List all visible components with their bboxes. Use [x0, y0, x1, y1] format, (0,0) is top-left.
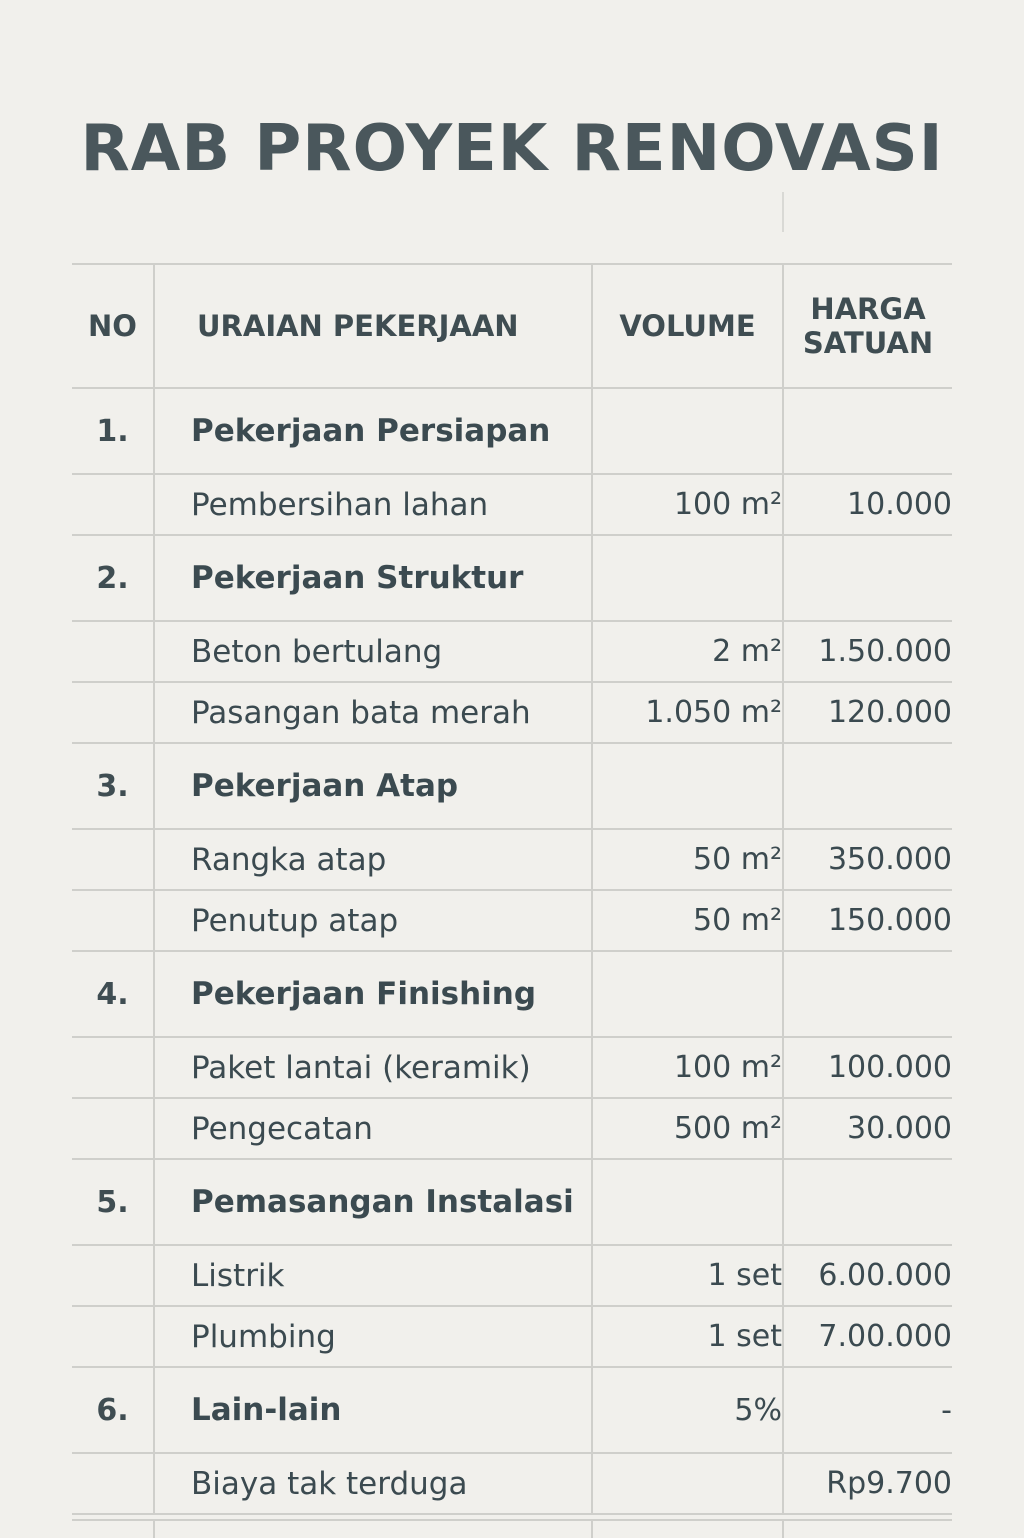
item-row	[72, 1306, 952, 1367]
row-volume	[592, 1453, 783, 1514]
row-volume	[592, 388, 783, 474]
item-row	[72, 890, 952, 951]
section-row	[72, 388, 952, 474]
row-unit-price: 350.000	[783, 829, 952, 890]
header-no: NO	[72, 264, 154, 388]
row-volume: 1 set	[592, 1245, 783, 1306]
row-description: Beton bertulang	[154, 621, 592, 682]
section-row	[72, 743, 952, 829]
item-row	[72, 1245, 952, 1306]
row-number	[72, 890, 154, 951]
section-row	[72, 951, 952, 1037]
section-row	[72, 1159, 952, 1245]
row-description: Pekerjaan Persiapan	[154, 388, 592, 474]
row-description: Pemasangan Instalasi	[154, 1159, 592, 1245]
row-unit-price	[783, 1159, 952, 1245]
row-description: Pekerjaan Struktur	[154, 535, 592, 621]
row-number: 4.	[72, 951, 154, 1037]
header-unit-price-line1: HARGA	[810, 292, 926, 326]
row-unit-price: -	[783, 1367, 952, 1453]
row-number	[72, 682, 154, 743]
row-unit-price: Rp9.700	[783, 1453, 952, 1514]
row-unit-price: 1.50.000	[783, 621, 952, 682]
row-volume	[592, 951, 783, 1037]
item-row	[72, 1037, 952, 1098]
row-number	[72, 1037, 154, 1098]
row-description: Plumbing	[154, 1306, 592, 1367]
row-number	[72, 829, 154, 890]
row-number: 2.	[72, 535, 154, 621]
header-unit-price	[783, 264, 952, 388]
page-title: RAB PROYEK RENOVASI	[80, 112, 944, 186]
row-volume: 1.050 m²	[592, 682, 783, 743]
row-description: Paket lantai (keramik)	[154, 1037, 592, 1098]
item-row	[72, 1453, 952, 1514]
section-row	[72, 535, 952, 621]
row-unit-price	[783, 388, 952, 474]
item-row	[72, 621, 952, 682]
item-row	[72, 474, 952, 535]
row-volume: 50 m²	[592, 829, 783, 890]
row-volume: 5%	[592, 1367, 783, 1453]
row-volume: 50 m²	[592, 890, 783, 951]
row-volume	[592, 535, 783, 621]
row-number	[72, 1306, 154, 1367]
item-row	[72, 829, 952, 890]
header-unit-price-line2: SATUAN	[802, 326, 934, 360]
table-header-row	[72, 264, 952, 388]
row-description: Pembersihan lahan	[154, 474, 592, 535]
row-volume	[592, 743, 783, 829]
row-number	[72, 1245, 154, 1306]
row-unit-price: 7.00.000	[783, 1306, 952, 1367]
row-description: Pengecatan	[154, 1098, 592, 1159]
row-unit-price	[783, 951, 952, 1037]
row-number: 6.	[72, 1367, 154, 1453]
row-volume: 500 m²	[592, 1098, 783, 1159]
row-unit-price: 120.000	[783, 682, 952, 743]
item-row	[72, 682, 952, 743]
row-volume: 1 set	[592, 1306, 783, 1367]
row-volume: 100 m²	[592, 474, 783, 535]
row-unit-price	[783, 535, 952, 621]
row-description: Rangka atap	[154, 829, 592, 890]
row-unit-price: 100.000	[783, 1037, 952, 1098]
row-unit-price	[783, 743, 952, 829]
header-volume: VOLUME	[592, 264, 783, 388]
row-unit-price: 6.00.000	[783, 1245, 952, 1306]
divider-mark	[782, 192, 784, 232]
budget-table	[72, 263, 952, 1515]
row-description: Pasangan bata merah	[154, 682, 592, 743]
row-unit-price: 30.000	[783, 1098, 952, 1159]
row-description: Penutup atap	[154, 890, 592, 951]
row-description: Biaya tak terduga	[154, 1453, 592, 1514]
row-number: 5.	[72, 1159, 154, 1245]
row-number	[72, 474, 154, 535]
row-volume	[592, 1159, 783, 1245]
row-number	[72, 621, 154, 682]
row-number: 1.	[72, 388, 154, 474]
row-unit-price: 150.000	[783, 890, 952, 951]
row-volume: 2 m²	[592, 621, 783, 682]
item-row	[72, 1098, 952, 1159]
row-description: Listrik	[154, 1245, 592, 1306]
row-unit-price: 10.000	[783, 474, 952, 535]
row-description: Pekerjaan Atap	[154, 743, 592, 829]
row-number	[72, 1453, 154, 1514]
table-bottom-edge	[72, 1519, 952, 1538]
header-description: URAIAN PEKERJAAN	[154, 264, 592, 388]
row-volume: 100 m²	[592, 1037, 783, 1098]
section-row	[72, 1367, 952, 1453]
row-number: 3.	[72, 743, 154, 829]
row-description: Lain-lain	[154, 1367, 592, 1453]
row-number	[72, 1098, 154, 1159]
row-description: Pekerjaan Finishing	[154, 951, 592, 1037]
